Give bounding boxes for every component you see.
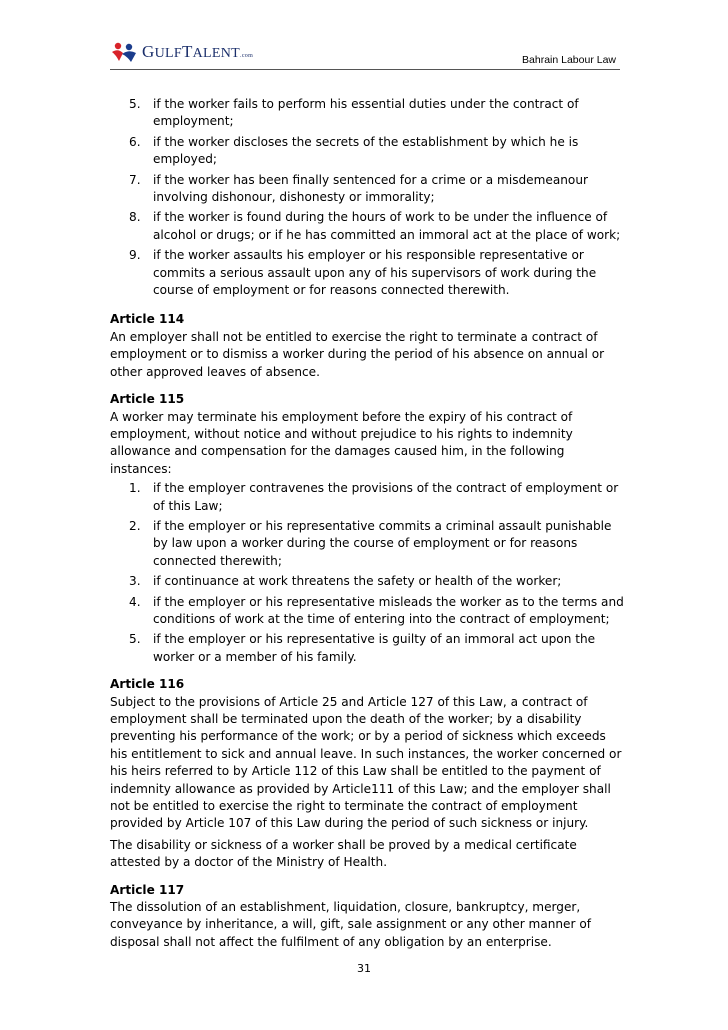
list-item: 5. if the employer or his representative is guilty of an immoral act upon the worker or a member of his family. <box>129 632 596 664</box>
article-text: An employer shall not be entitled to exercise the right to terminate a contract of employment or to dismiss a worker during the period of his absence on annual or other approved leaves of absence. <box>110 329 605 379</box>
gulftalent-logo <box>110 40 253 64</box>
article-heading: Article 114 <box>110 312 185 327</box>
termination-reasons-list <box>110 96 625 299</box>
list-item: 6. if the worker discloses the secrets of the establishment by which he is employed; <box>129 134 579 167</box>
article-text: The dissolution of an establishment, liquidation, closure, bankruptcy, merger, conveyance by inheritance, a will, gift, sale assignment or any other manner of disposal shall not affect the fulfilment of any obligation by an enterprise. <box>110 900 591 949</box>
article-115 <box>110 391 625 666</box>
page-body <box>110 96 625 951</box>
article-text: The disability or sickness of a worker shall be proved by a medical certificate attested by a doctor of the Ministry of Health. <box>110 837 577 870</box>
gulftalent-people-logo-icon <box>110 41 140 63</box>
list-item: 8. if the worker is found during the hours of work to be under the influence of alcohol or drugs; or if he has committed an immoral act at the place of work; <box>129 210 621 242</box>
list-item: 4. if the employer or his representative misleads the worker as to the terms and conditions of work at the time of entering into the contract of employment; <box>129 594 624 626</box>
header-divider <box>110 69 620 70</box>
article-heading: Article 116 <box>110 677 185 692</box>
list-item: 1. if the employer contravenes the provisions of the contract of employment or of this Law; <box>129 481 619 513</box>
article-text: Subject to the provisions of Article 25 and Article 127 of this Law, a contract of employment shall be terminated upon the death of the worker; by a disability preventing his performance of the work; or by a period of sickness which exceeds his entitlement to sick and annual leave. In such instances, the worker concerned or his heirs referred to by Article 112 of this Law shall be entitled to the payment of indemnity allowance as provided by Article111 of this Law; and the employer shall not be entitled to exercise the right to terminate the contract of employment provided by Article 107 of this Law during the period of such sickness or injury. <box>110 694 622 831</box>
document-title: Bahrain Labour Law <box>522 54 616 66</box>
article-117 <box>110 882 625 952</box>
list-item: 7. if the worker has been finally sentenced for a crime or a misdemeanour involving dishonour, dishonesty or immorality; <box>129 172 588 205</box>
article-heading: Article 117 <box>110 882 185 897</box>
article-text: A worker may terminate his employment before the expiry of his contract of employment, without notice and without prejudice to his rights to indemnity allowance and compensation for the damages caused him, in the following instances: <box>110 409 573 476</box>
list-item: 9. if the worker assaults his employer or his responsible representative or commits a serious assault upon any of his supervisors of work during the course of employment or for reasons connected therewith. <box>129 248 597 298</box>
worker-termination-list <box>110 480 625 666</box>
article-116 <box>110 676 625 871</box>
list-item: 2. if the employer or his representative commits a criminal assault punishable by law upon a worker during the course of employment or for reasons connected therewith; <box>129 518 612 568</box>
page-header <box>110 38 620 70</box>
page-number: 31 <box>357 962 371 975</box>
logo-wordmark: GULFTALENT.com <box>142 42 254 61</box>
article-114 <box>110 311 625 381</box>
article-heading: Article 115 <box>110 392 185 407</box>
list-item: 5. if the worker fails to perform his essential duties under the contract of employment; <box>129 97 579 129</box>
list-item: 3. if continuance at work threatens the safety or health of the worker; <box>129 574 562 589</box>
